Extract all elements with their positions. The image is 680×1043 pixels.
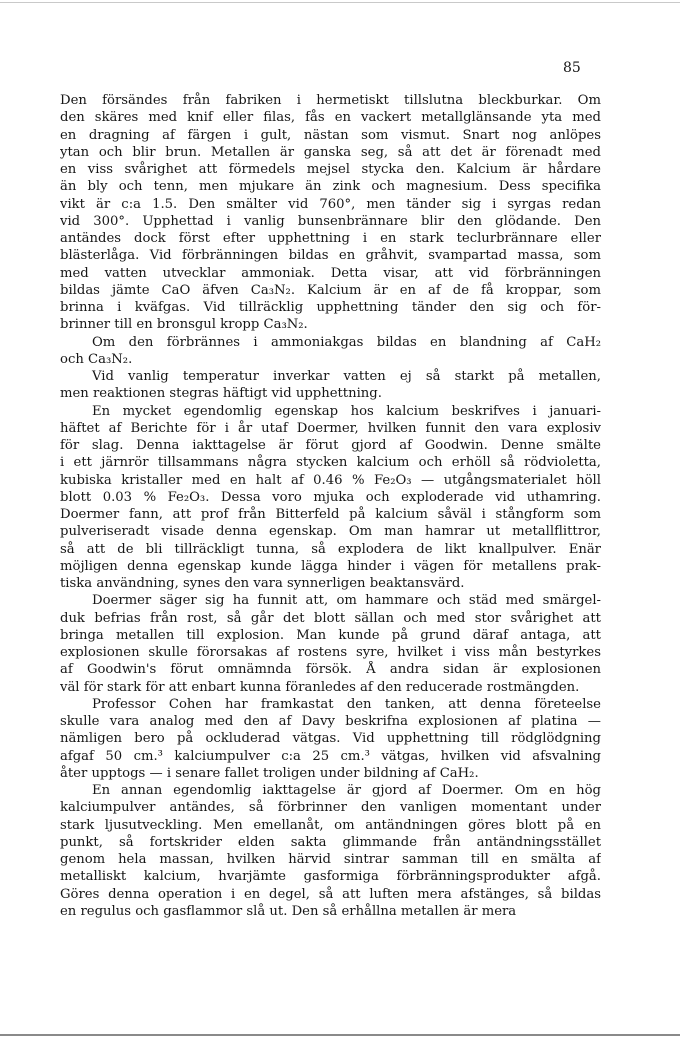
text-line: möjligen denna egenskap kunde lägga hinder i vägen för metallens prak- <box>60 558 601 574</box>
text-line: brinner till en bronsgul kropp Ca₃N₂. <box>60 317 308 333</box>
text-line: metalliskt kalcium, hvarjämte gasformiga förbränningsprodukter afgå. <box>60 869 601 885</box>
text-line: Professor Cohen har framkastat den tanken, att denna företeelse <box>92 696 601 712</box>
text-line: Vid vanlig temperatur inverkar vatten ej så starkt på metallen, <box>92 369 601 384</box>
text-line: blästerlåga. Vid förbränningen bildas en gråhvit, svampartad massa, som <box>60 248 601 264</box>
text-line: antändes dock först efter upphettning i en stark teclurbrännare eller <box>60 231 601 246</box>
text-line: explosionen skulle förorsakas af rostens syre, hvilket i viss mån bestyrkes <box>60 645 601 660</box>
text-line: Den försändes från fabriken i hermetiskt tillslutna bleckburkar. Om <box>60 93 601 108</box>
text-line: brinna i kväfgas. Vid tillräcklig upphettning tänder den sig och för- <box>60 300 601 315</box>
text-line: vikt är c:a 1.5. Den smälter vid 760°, men tänder sig i syrgas redan <box>60 196 601 212</box>
text-line: stark ljusutveckling. Men emellanåt, om antändningen göres blott på en <box>60 817 601 833</box>
text-line: tiska användning, synes den vara synnerligen beaktansvärd. <box>60 576 465 591</box>
text-line: än bly och tenn, men mjukare än zink och magnesium. Dess specifika <box>60 179 601 195</box>
text-line: En mycket egendomlig egenskap hos kalcium beskrifves i januari- <box>92 403 601 419</box>
text-line: väl för stark för att enbart kunna föranledes af den reducerade rostmängden. <box>60 679 580 695</box>
text-line: En annan egendomlig iakttagelse är gjord af Doermer. Om en hög <box>92 783 601 798</box>
text-line: afgaf 50 cm.³ kalciumpulver c:a 25 cm.³ vätgas, hvilken vid afsvalning <box>60 748 601 764</box>
text-line: åter upptogs — i senare fallet troligen under bildning af CaH₂. <box>60 765 479 781</box>
text-line: så att de bli tillräckligt tunna, så explodera de likt knallpulver. Enär <box>60 541 601 557</box>
text-line: duk befrias från rost, så går det blott sällan och med stor svårighet att <box>60 610 601 626</box>
text-line: i ett järnrör tillsammans några stycken kalcium och erhöll så rödvioletta, <box>60 455 601 471</box>
text-line: en viss svårighet att förmedels mejsel stycka den. Kalcium är hårdare <box>60 162 601 177</box>
text-line: med vatten utvecklar ammoniak. Detta visar, att vid förbränningen <box>60 265 601 281</box>
text-line: en dragning af färgen i gult, nästan som vismut. Snart nog anlöpes <box>60 127 601 143</box>
text-line: blott 0.03 % Fe₂O₃. Dessa voro mjuka och exploderade vid uthamring. <box>60 489 601 505</box>
text-line: den skäres med knif eller filas, fås en vackert metallglänsande yta med <box>60 110 601 126</box>
bottom-border-line <box>0 1034 680 1036</box>
text-line: kalciumpulver antändes, så förbrinner den vanligen momentant under <box>60 800 601 816</box>
text-line: kubiska kristaller med en halt af 0.46 % Fe₂O₃ — utgångsmaterialet höll <box>60 472 601 488</box>
text-line: bildas jämte CaO äfven Ca₃N₂. Kalcium är en af de få kroppar, som <box>60 282 601 298</box>
top-border-line <box>0 2 680 3</box>
text-line: vid 300°. Upphettad i vanlig bunsenbrännare blir den glödande. Den <box>60 213 601 229</box>
text-line: Om den förbrännes i ammoniakgas bildas en blandning af CaH₂ <box>92 334 601 350</box>
text-line: genom hela massan, hvilken härvid sintrar samman till en smälta af <box>60 852 601 867</box>
body-text <box>60 92 601 920</box>
page-number: 85 <box>563 60 581 76</box>
text-line: Doermer fann, att prof från Bitterfeld på kalcium såväl i stångform som <box>60 507 601 522</box>
text-line: nämligen bero på ockluderad vätgas. Vid upphettning till rödglödgning <box>60 731 601 747</box>
text-line: Göres denna operation i en degel, så att luften mera afstänges, så bildas <box>60 886 601 902</box>
text-line: skulle vara analog med den af Davy beskrifna explosionen af platina — <box>60 714 601 729</box>
text-line: bringa metallen till explosion. Man kunde på grund däraf antaga, att <box>60 627 601 643</box>
text-line: ytan och blir brun. Metallen är ganska seg, så att det är förenadt med <box>60 144 601 160</box>
text-line: för slag. Denna iakttagelse är förut gjord af Goodwin. Denne smälte <box>60 438 601 453</box>
text-line: men reaktionen stegras häftigt vid upphettning. <box>60 386 382 402</box>
text-line: häftet af Berichte för i år utaf Doermer, hvilken funnit den vara explosiv <box>60 420 601 436</box>
text-line: Doermer säger sig ha funnit att, om hammare och städ med smärgel- <box>92 593 601 609</box>
text-line: af Goodwin's förut omnämnda försök. Å andra sidan är explosionen <box>60 662 601 678</box>
text-line: punkt, så fortskrider elden sakta glimmande från antändningsstället <box>60 834 601 850</box>
text-line: pulveriseradt visade denna egenskap. Om man hamrar ut metallflittror, <box>60 524 601 540</box>
text-line: en regulus och gasflammor slå ut. Den så erhållna metallen är mera <box>60 903 517 919</box>
text-line: och Ca₃N₂. <box>60 351 133 367</box>
